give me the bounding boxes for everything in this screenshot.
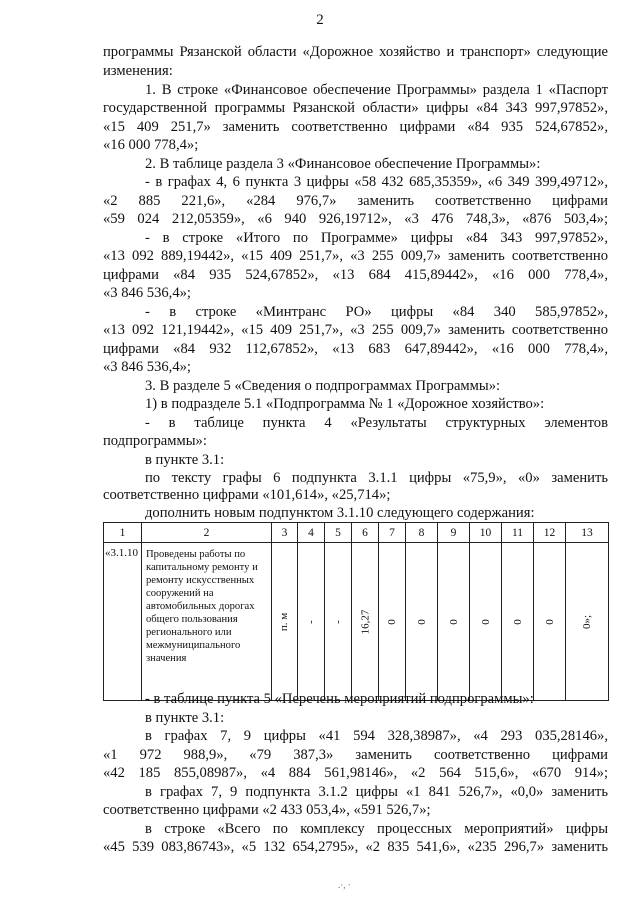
text-line: в пункте 3.1: — [145, 452, 225, 468]
text-line: дополнить новым подпунктом 3.1.10 следующего содержания: — [145, 505, 535, 521]
col-header: 4 — [298, 523, 325, 543]
text-line: 3. В разделе 5 «Сведения о подпрограммах Программы»: — [145, 378, 501, 394]
text-line: «2 885 221,6», «284 976,7» заменить соответственно цифрами — [103, 193, 608, 209]
value-text: 0»; — [581, 614, 593, 629]
text-line: - в таблице пункта 4 «Результаты структурных элементов — [145, 415, 608, 431]
text-line: программы Рязанской области «Дорожное хозяйство и транспорт» следующие — [103, 44, 608, 60]
text-line: «3 846 536,4»; — [103, 359, 191, 375]
col-header: 13 — [566, 523, 609, 543]
text-line: - в строке «Итого по Программе» цифры «84 343 997,97852», — [145, 230, 608, 246]
value-text: 16,27 — [359, 609, 371, 634]
value-text: 0 — [479, 618, 492, 625]
text-line: «42 185 855,08987», «4 884 561,98146», «2 564 515,6», «670 914»; — [103, 765, 608, 781]
text-line: «59 024 212,05359», «6 940 926,19712», «3 476 748,3», «876 503,4»; — [103, 211, 608, 227]
page-number: 2 — [316, 12, 324, 28]
cell-value — [438, 543, 470, 701]
col-header: 6 — [352, 523, 379, 543]
text-line: 1) в подразделе 5.1 «Подпрограмма № 1 «Дорожное хозяйство»: — [145, 396, 545, 412]
text-line: в пункте 3.1: — [145, 710, 225, 726]
col-header: 8 — [406, 523, 438, 543]
value-text: 0 — [543, 618, 556, 625]
text-line: «13 092 889,19442», «15 409 251,7», «3 255 009,7» заменить соответственно — [103, 248, 608, 264]
text-line: - в строке «Минтранс РО» цифры «84 340 585,97852», — [145, 304, 608, 320]
col-header: 12 — [534, 523, 566, 543]
col-header: 9 — [438, 523, 470, 543]
col-header: 5 — [325, 523, 352, 543]
cell-value — [298, 543, 325, 701]
text-line: в графах 7, 9 подпункта 3.1.2 цифры «1 841 526,7», «0,0» заменить — [145, 784, 608, 800]
text-line: «45 539 083,86743», «5 132 654,2795», «2 835 541,6», «235 296,7» заменить — [103, 839, 608, 855]
table-row — [104, 543, 609, 701]
text-line: в строке «Всего по комплексу процессных мероприятий» цифры — [145, 821, 608, 837]
cell-value — [502, 543, 534, 701]
value-text: - — [331, 619, 344, 624]
text-line: соответственно цифрами «2 433 053,4», «591 526,7»; — [103, 802, 431, 818]
cell-value — [470, 543, 502, 701]
text-line: «16 000 778,4»; — [103, 137, 199, 153]
text-line: изменения: — [103, 63, 173, 79]
cell-value — [325, 543, 352, 701]
col-header: 10 — [470, 523, 502, 543]
col-header: 3 — [272, 523, 298, 543]
table-header-row — [104, 523, 609, 543]
text-line: подпрограммы»: — [103, 433, 207, 449]
text-line: - в таблице пункта 5 «Перечень мероприятий подпрограммы»: — [145, 691, 534, 707]
cell-value — [406, 543, 438, 701]
col-header: 1 — [104, 523, 142, 543]
text-line: «13 092 121,19442», «15 409 251,7», «3 255 009,7» заменить соответственно — [103, 322, 608, 338]
text-line: в графах 7, 9 цифры «41 594 328,38987», «4 293 035,28146», — [145, 728, 608, 744]
text-line: цифрами «84 932 112,67852», «13 683 647,89442», «16 000 778,4», — [103, 341, 608, 357]
value-text: 0 — [447, 618, 460, 625]
subprogram-results-table — [103, 522, 609, 701]
col-header: 7 — [379, 523, 406, 543]
cell-value — [352, 543, 379, 701]
value-text: 0 — [511, 618, 524, 625]
cell-description: Проведены работы по капитальному ремонту и ремонту искусственных сооружений на автомобильных дорогах общего пользования регионального или межмуниципального значения — [142, 543, 272, 701]
value-text: 0 — [386, 618, 398, 625]
col-header: 11 — [502, 523, 534, 543]
text-line: соответственно цифрами «101,614», «25,714»; — [103, 487, 391, 503]
text-line: - в графах 4, 6 пункта 3 цифры «58 432 685,35359», «6 349 399,49712», — [145, 174, 608, 190]
text-line: государственной программы Рязанской области» цифры «84 343 997,97852», — [103, 100, 608, 116]
cell-unit — [272, 543, 298, 701]
cell-value — [534, 543, 566, 701]
value-text: - — [304, 619, 317, 624]
scan-mark: .·, · — [338, 880, 351, 890]
cell-value — [566, 543, 609, 701]
cell-number: «3.1.10 — [104, 543, 142, 701]
unit-text: п. м — [278, 612, 291, 631]
text-line: «15 409 251,7» заменить соответственно цифрами «84 935 524,67852», — [103, 119, 608, 135]
text-line: 1. В строке «Финансовое обеспечение Программы» раздела 1 «Паспорт — [145, 82, 608, 98]
cell-value — [379, 543, 406, 701]
text-line: «3 846 536,4»; — [103, 285, 191, 301]
value-text: 0 — [415, 618, 428, 625]
text-line: цифрами «84 935 524,67852», «13 684 415,89442», «16 000 778,4», — [103, 267, 608, 283]
col-header: 2 — [142, 523, 272, 543]
text-line: 2. В таблице раздела 3 «Финансовое обеспечение Программы»: — [145, 156, 541, 172]
text-line: по тексту графы 6 подпункта 3.1.1 цифры «75,9», «0» заменить — [145, 470, 608, 486]
text-line: «1 972 988,9», «79 387,3» заменить соответственно цифрами — [103, 747, 608, 763]
